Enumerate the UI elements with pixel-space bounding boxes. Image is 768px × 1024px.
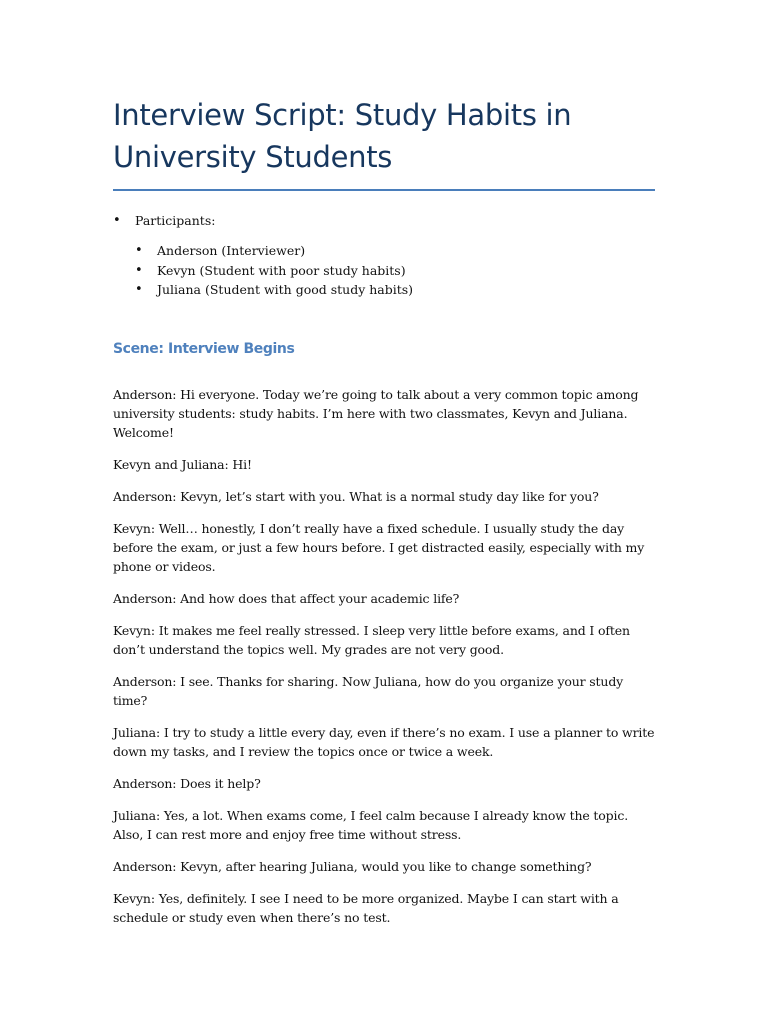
document-title: Interview Script: Study Habits in University Students [113,98,572,174]
document-page [113,94,655,940]
dialogue-line: Juliana: I try to study a little every day, even if there’s no exam. I use a planner to write down my tasks, and I review the topics once or twice a week. [113,724,655,759]
dialogue-line: Kevyn: Well… honestly, I don’t really have a fixed schedule. I usually study the day before the exam, or just a few hours before. I get distracted easily, especially with my phone or videos. [113,520,645,574]
dialogue-line: Juliana: Yes, a lot. When exams come, I feel calm because I already know the topic. Also, I can rest more and enjoy free time without stress. [113,807,629,842]
dialogue-line: Anderson: Hi everyone. Today we’re going to talk about a very common topic among university students: study habits. I’m here with two classmates, Kevyn and Juliana. Welcome! [113,386,639,440]
dialogue-line: Kevyn: It makes me feel really stressed. I sleep very little before exams, and I often don’t understand the topics well. My grades are not very good. [113,622,630,657]
dialogue-line: Anderson: Kevyn, let’s start with you. What is a normal study day like for you? [113,488,599,504]
dialogue-line: Anderson: I see. Thanks for sharing. Now Juliana, how do you organize your study time? [113,673,624,708]
dialogue-line: Kevyn and Juliana: Hi! [113,456,252,472]
scene-heading: Scene: Interview Begins [113,340,295,357]
participant-item [135,241,655,261]
dialogue-line: Kevyn: Yes, definitely. I see I need to be more organized. Maybe I can start with a schedule or study even when there’s no test. [113,890,619,925]
bullet-icon: • [113,213,121,228]
dialogue-section [113,385,655,927]
bullet-icon: • [135,262,143,278]
participant-name: Kevyn (Student with poor study habits) [157,262,406,278]
participants-sublist [135,241,655,300]
participant-name: Juliana (Student with good study habits) [157,282,414,297]
dialogue-line: Anderson: And how does that affect your academic life? [113,590,460,606]
participants-list [113,211,655,300]
dialogue-line: Anderson: Does it help? [113,775,261,791]
participant-item [135,261,655,281]
bullet-icon: • [135,243,143,258]
dialogue-line: Anderson: Kevyn, after hearing Juliana, would you like to change something? [113,858,592,874]
bullet-icon: • [135,282,143,297]
participant-name: Anderson (Interviewer) [157,243,306,258]
title-underline [113,189,655,191]
participants-label: Participants: [135,213,216,228]
participant-item [135,280,655,300]
participants-item [113,211,655,300]
